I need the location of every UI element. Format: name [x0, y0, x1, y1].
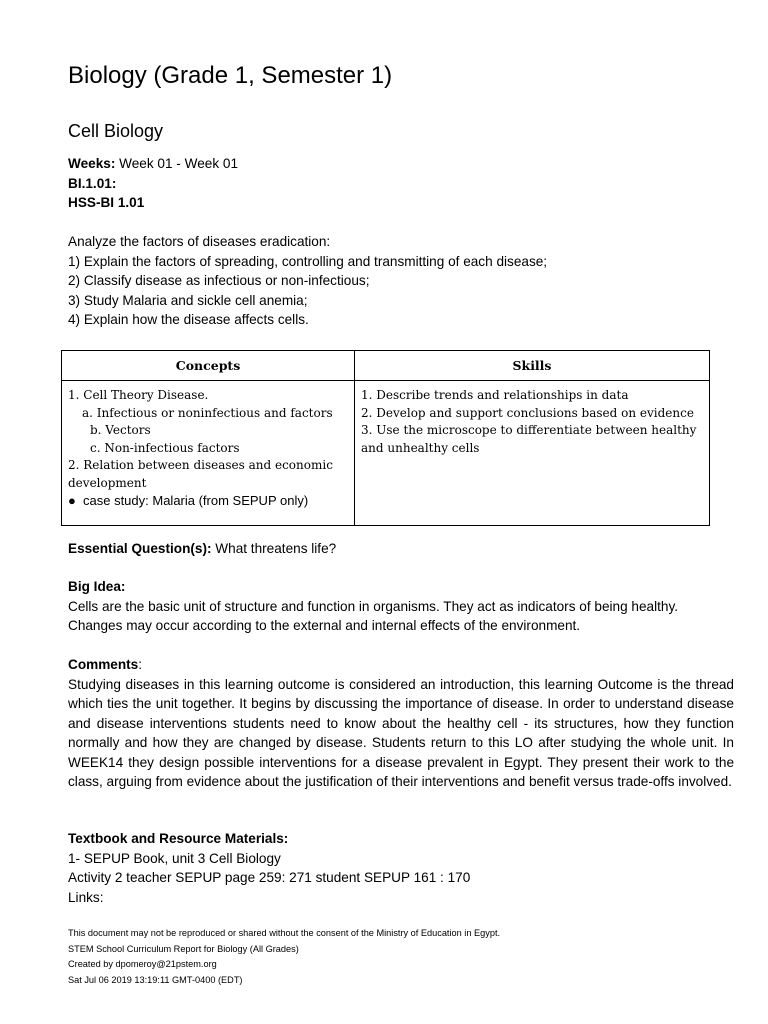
essential-question-label: Essential Question(s): [68, 541, 212, 556]
essential-question [68, 539, 728, 559]
objectives-block [68, 232, 728, 330]
table-row [62, 381, 710, 526]
comments-label: Comments [68, 657, 139, 672]
concepts-skills-table [61, 350, 710, 526]
comments-text: Studying diseases in this learning outcome is considered an introduction, this learning Outcome is the thread which ties the unit together. It begins by discussing the importance of disease. In order to understand disease and disease interventions students need to know about the healthy cell - its structures, how they function normally and how they are changed by disease. Students return to this LO after studying the whole unit. In WEEK14 they design possible interventions for a disease prevalent in Egypt. They present their work to the class, arguing from evidence about the justification of their interventions and benefit versus trade-offs involved. [68, 676, 734, 789]
skill-item: 3. Use the microscope to differentiate between healthy and unhealthy cells [361, 423, 697, 455]
meta-block [68, 154, 728, 213]
page-footer [68, 926, 728, 988]
concept-item: 2. Relation between diseases and economic development [68, 458, 333, 490]
footer-line: STEM School Curriculum Report for Biology (All Grades) [68, 943, 299, 954]
footer-line: This document may not be reproduced or shared without the consent of the Ministry of Education in Egypt. [68, 928, 501, 938]
footer-line: Sat Jul 06 2019 13:19:11 GMT-0400 (EDT) [68, 974, 243, 985]
skill-item: 1. Describe trends and relationships in data [361, 388, 629, 402]
resource-item: Activity 2 teacher SEPUP page 259: 271 student SEPUP 161 : 170 [68, 870, 471, 885]
weeks-line [68, 154, 728, 174]
concepts-cell [62, 381, 355, 526]
concept-subitem: a. Infectious or noninfectious and factors [82, 405, 333, 420]
concept-bullet: ● case study: Malaria (from SEPUP only) [68, 493, 309, 508]
big-idea-block [68, 577, 734, 636]
essential-question-value: What threatens life? [211, 541, 337, 556]
weeks-label: Weeks: [68, 156, 116, 171]
table-header-row [62, 351, 710, 381]
weeks-value: Week 01 - Week 01 [115, 156, 239, 171]
concept-subitem: c. Non-infectious factors [90, 440, 240, 455]
skills-cell [355, 381, 710, 526]
resource-item: 1- SEPUP Book, unit 3 Cell Biology [68, 850, 281, 866]
objective-item: 4) Explain how the disease affects cells. [68, 312, 309, 327]
concept-item: 1. Cell Theory Disease. [68, 388, 209, 402]
skill-item: 2. Develop and support conclusions based on evidence [361, 405, 694, 420]
standard-code: HSS-BI 1.01 [68, 195, 145, 210]
resources-label: Textbook and Resource Materials: [68, 831, 289, 846]
resource-item: Links: [68, 889, 104, 905]
big-idea-text: Cells are the basic unit of structure and function in organisms. They act as indicators of being healthy. Changes may occur according to the external and internal effects of the environment. [68, 598, 679, 633]
comments-block: Comments: Studying diseases in this learning outcome is considered an introduction, this learning Outcome is the thread which ties the unit together. It begins by discussing the importance of disease. In order to understand disease and disease interventions students need to know about the healthy cell - its structures, how they function normally and how they are changed by disease. Students return to this LO after studying the whole unit. In WEEK14 they design possible interventions for a disease prevalent in Egypt. They present their work to the class, arguing from evidence about the justification of their interventions and benefit versus trade-offs involved. [68, 655, 734, 792]
footer-line: Created by dpomeroy@21pstem.org [68, 959, 217, 969]
objectives-intro: Analyze the factors of diseases eradication: [68, 234, 331, 249]
bullet-icon: ● [68, 493, 76, 508]
objective-item: 3) Study Malaria and sickle cell anemia; [68, 292, 308, 308]
concepts-header: Concepts [62, 351, 355, 381]
skills-header: Skills [355, 351, 710, 381]
big-idea-label: Big Idea: [68, 579, 126, 594]
resources-block [68, 829, 728, 907]
section-title: Cell Biology [68, 121, 164, 141]
page-title: Biology (Grade 1, Semester 1) [68, 62, 393, 89]
objective-item: 1) Explain the factors of spreading, controlling and transmitting of each disease; [68, 253, 548, 269]
concept-subitem: b. Vectors [90, 423, 151, 437]
objective-item: 2) Classify disease as infectious or non-infectious; [68, 273, 370, 288]
outcome-code: BI.1.01: [68, 175, 117, 191]
